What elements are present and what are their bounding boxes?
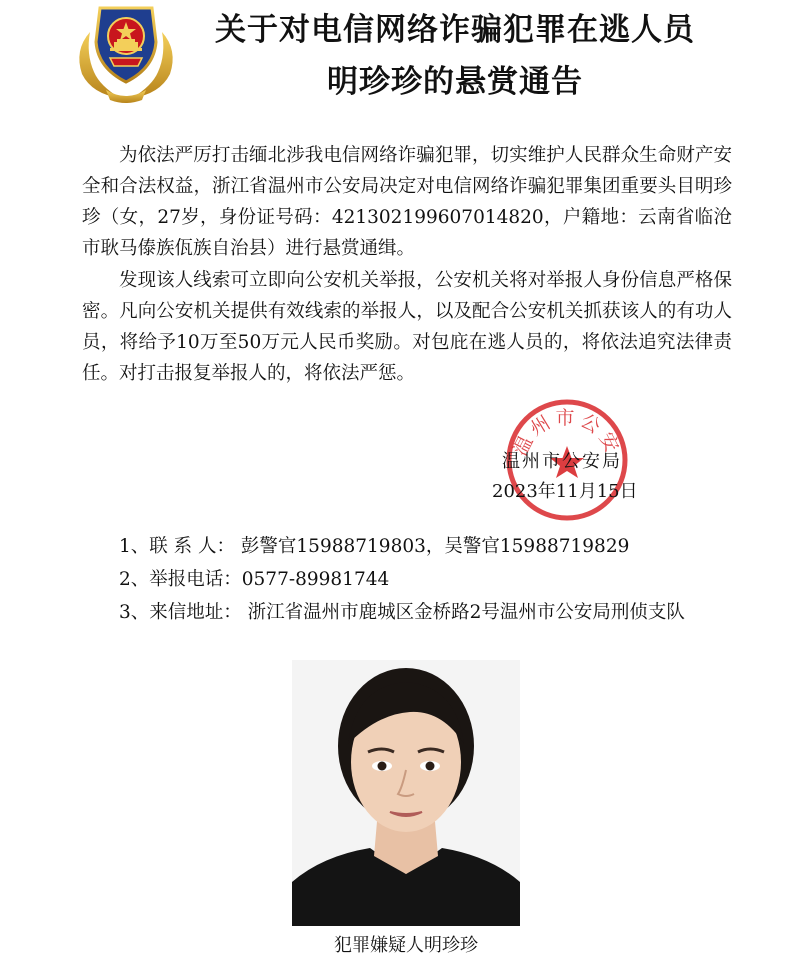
mailing-address: 3、来信地址： 浙江省温州市鹿城区金桥路2号温州市公安局刑侦支队 bbox=[119, 602, 685, 623]
issuing-authority: 温州市公安局 bbox=[502, 451, 622, 472]
notice-paragraph-1: 为依法严厉打击缅北涉我电信网络诈骗犯罪，切实维护人民群众生命财产安全和合法权益，浙江省温州市公安局决定对电信网络诈骗犯罪集团重要头目明珍珍（女，27岁，身份证号码：421302199607014820，户籍地：云南省临沧市耿马傣族佤族自治县）进行悬赏通缉。 bbox=[82, 145, 732, 259]
contact-persons: 1、联 系 人： 彭警官15988719803，吴警官15988719829 bbox=[119, 536, 630, 557]
suspect-photo bbox=[292, 660, 520, 926]
issue-date: 2023年11月15日 bbox=[492, 481, 638, 502]
notice-title-line2: 明珍珍的悬赏通告 bbox=[327, 64, 583, 100]
report-phone: 2、举报电话：0577-89981744 bbox=[119, 569, 390, 590]
notice-title-line1: 关于对电信网络诈骗犯罪在逃人员 bbox=[215, 12, 695, 48]
notice-paragraph-2: 发现该人线索可立即向公安机关举报，公安机关将对举报人身份信息严格保密。凡向公安机关提供有效线索的举报人，以及配合公安机关抓获该人的有功人员，将给予10万至50万元人民币奖励。对包庇在逃人员的，将依法追究法律责任。对打击报复举报人的，将依法严惩。 bbox=[82, 270, 732, 384]
photo-caption: 犯罪嫌疑人明珍珍 bbox=[334, 935, 478, 956]
seal-arc-text: 温州市公安 bbox=[509, 407, 625, 460]
police-emblem-icon bbox=[70, 2, 182, 106]
